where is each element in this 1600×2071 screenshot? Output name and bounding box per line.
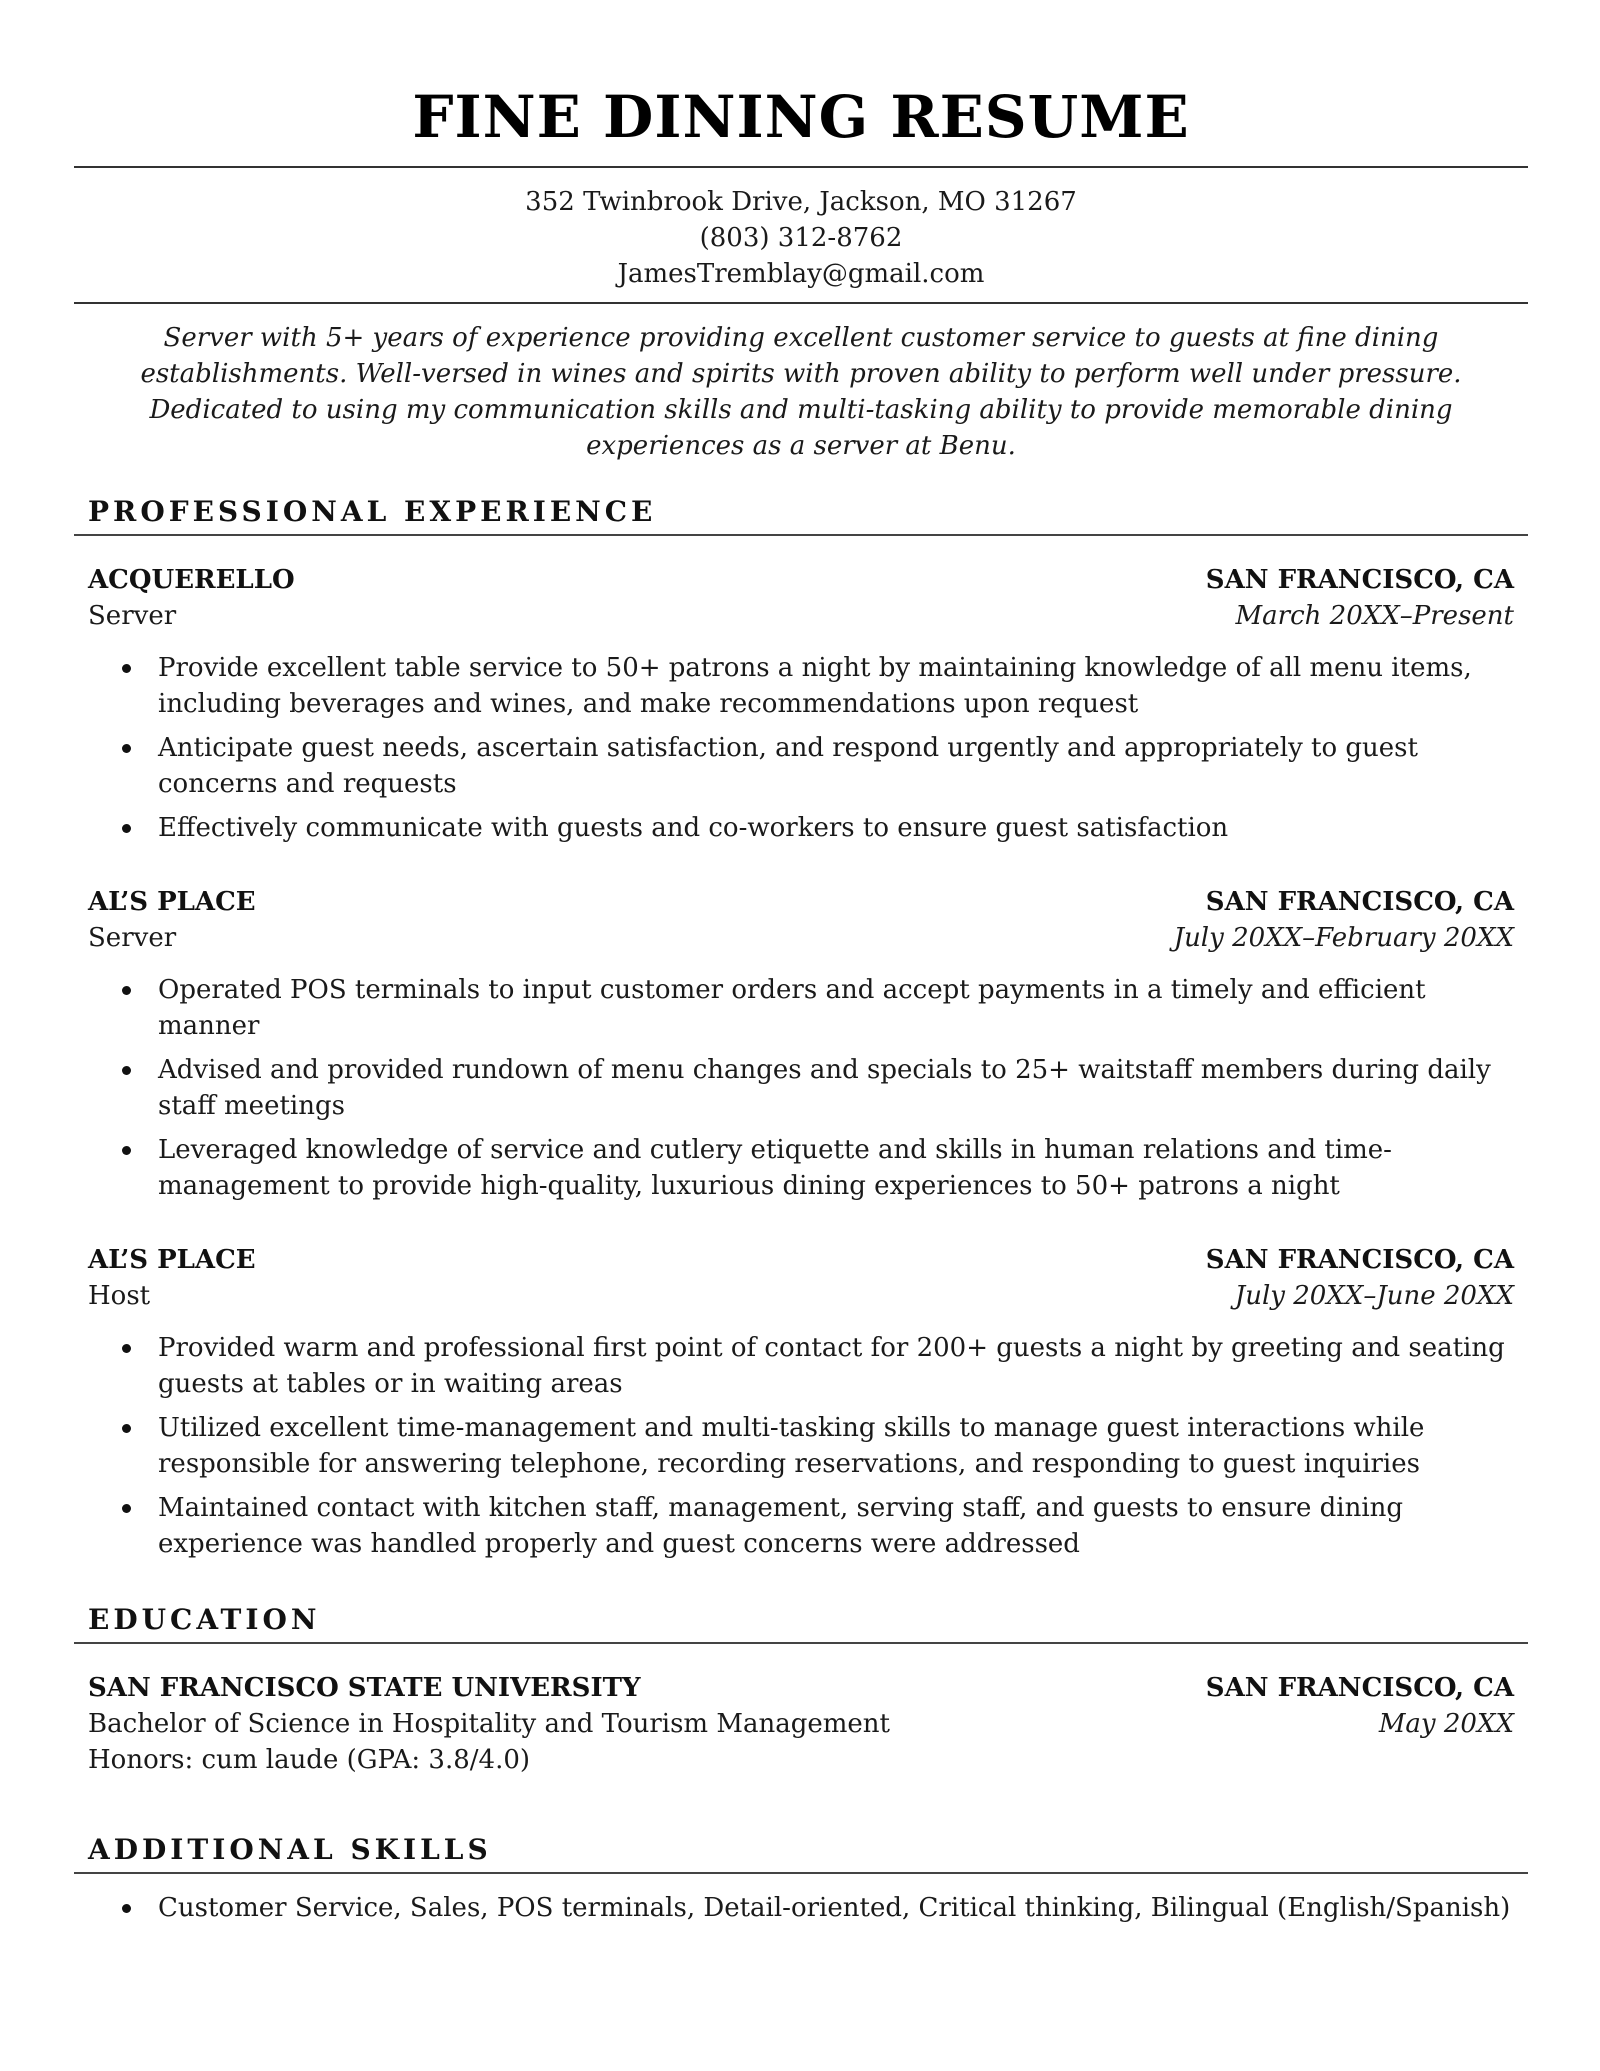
resume-page: [74, 0, 1528, 1934]
bullet-icon: [122, 1146, 131, 1155]
job-location: SAN FRANCISCO, CA: [1205, 887, 1514, 917]
job-dates: July 20XX–June 20XX: [1234, 1281, 1514, 1311]
job-dates: March 20XX–Present: [1235, 601, 1514, 631]
job-entry: [74, 884, 1528, 1204]
bullet-icon: [122, 1424, 131, 1433]
bullet-icon: [122, 744, 131, 753]
job-role: Server: [88, 923, 177, 953]
resume-title: FINE DINING RESUME: [412, 83, 1190, 151]
education-rule: [74, 1642, 1528, 1644]
bullet-icon: [122, 986, 131, 995]
job-location: SAN FRANCISCO, CA: [1205, 565, 1514, 595]
contact-address: 352 Twinbrook Drive, Jackson, MO 31267: [525, 187, 1077, 217]
education-school: SAN FRANCISCO STATE UNIVERSITY: [88, 1673, 641, 1703]
bullet-icon: [122, 1066, 131, 1075]
job-employer: AL’S PLACE: [88, 887, 256, 917]
skills-entry: [74, 1890, 1528, 1926]
professional-summary: Server with 5+ years of experience providing excellent customer service to guests at fine dining establishments. Well-versed in wines and spirits with proven ability to perform well under pressure. Dedicated to using my communication skills and multi-tasking ability to provide memorable dining experiences as a server at Benu.: [140, 323, 1462, 461]
skills-rule: [74, 1872, 1528, 1874]
bullet-icon: [122, 1904, 131, 1913]
education-date: May 20XX: [1378, 1709, 1514, 1739]
job-bullets: [88, 972, 1514, 1204]
experience-heading: PROFESSIONAL EXPERIENCE: [88, 495, 657, 528]
list-item: Advised and provided rundown of menu changes and specials to 25+ waitstaff members during daily staff meetings: [88, 1052, 1514, 1124]
list-item: Provide excellent table service to 50+ patrons a night by maintaining knowledge of all menu items, including beverages and wines, and make recommendations upon request: [88, 650, 1514, 722]
job-role: Server: [88, 601, 177, 631]
list-item: Customer Service, Sales, POS terminals, Detail-oriented, Critical thinking, Bilingual (English/Spanish): [88, 1890, 1514, 1926]
job-bullets: [88, 650, 1514, 846]
list-item: Effectively communicate with guests and co-workers to ensure guest satisfaction: [88, 810, 1514, 846]
education-entry: [74, 1670, 1528, 1778]
education-degree: Bachelor of Science in Hospitality and Tourism Management: [88, 1709, 890, 1739]
skills-heading: ADDITIONAL SKILLS: [88, 1833, 492, 1866]
list-item: Operated POS terminals to input customer orders and accept payments in a timely and efficient manner: [88, 972, 1514, 1044]
contact-email: JamesTremblay@gmail.com: [617, 259, 985, 289]
job-location: SAN FRANCISCO, CA: [1205, 1245, 1514, 1275]
bullet-icon: [122, 664, 131, 673]
bullet-icon: [122, 824, 131, 833]
bullet-icon: [122, 1344, 131, 1353]
contact-phone: (803) 312-8762: [699, 223, 903, 253]
education-honors: Honors: cum laude (GPA: 3.8/4.0): [88, 1745, 531, 1775]
list-item: Maintained contact with kitchen staff, management, serving staff, and guests to ensure dining experience was handled properly and guest concerns were addressed: [88, 1490, 1514, 1562]
list-item: Leveraged knowledge of service and cutlery etiquette and skills in human relations and time-management to provide high-quality, luxurious dining experiences to 50+ patrons a night: [88, 1132, 1514, 1204]
job-bullets: [88, 1330, 1514, 1562]
job-employer: AL’S PLACE: [88, 1245, 256, 1275]
job-role: Host: [88, 1281, 151, 1311]
education-location: SAN FRANCISCO, CA: [1205, 1673, 1514, 1703]
list-item: Utilized excellent time-management and multi-tasking skills to manage guest interactions while responsible for answering telephone, recording reservations, and responding to guest inquiries: [88, 1410, 1514, 1482]
education-heading: EDUCATION: [88, 1603, 321, 1636]
job-dates: July 20XX–February 20XX: [1173, 923, 1514, 953]
list-item: Provided warm and professional first point of contact for 200+ guests a night by greeting and seating guests at tables or in waiting areas: [88, 1330, 1514, 1402]
experience-rule: [74, 534, 1528, 536]
bullet-icon: [122, 1504, 131, 1513]
job-employer: ACQUERELLO: [88, 565, 295, 595]
job-entry: [74, 1242, 1528, 1562]
job-entry: [74, 562, 1528, 846]
contact-block: [74, 168, 1528, 302]
skills-bullets: [88, 1890, 1514, 1926]
list-item: Anticipate guest needs, ascertain satisfaction, and respond urgently and appropriately to guest concerns and requests: [88, 730, 1514, 802]
